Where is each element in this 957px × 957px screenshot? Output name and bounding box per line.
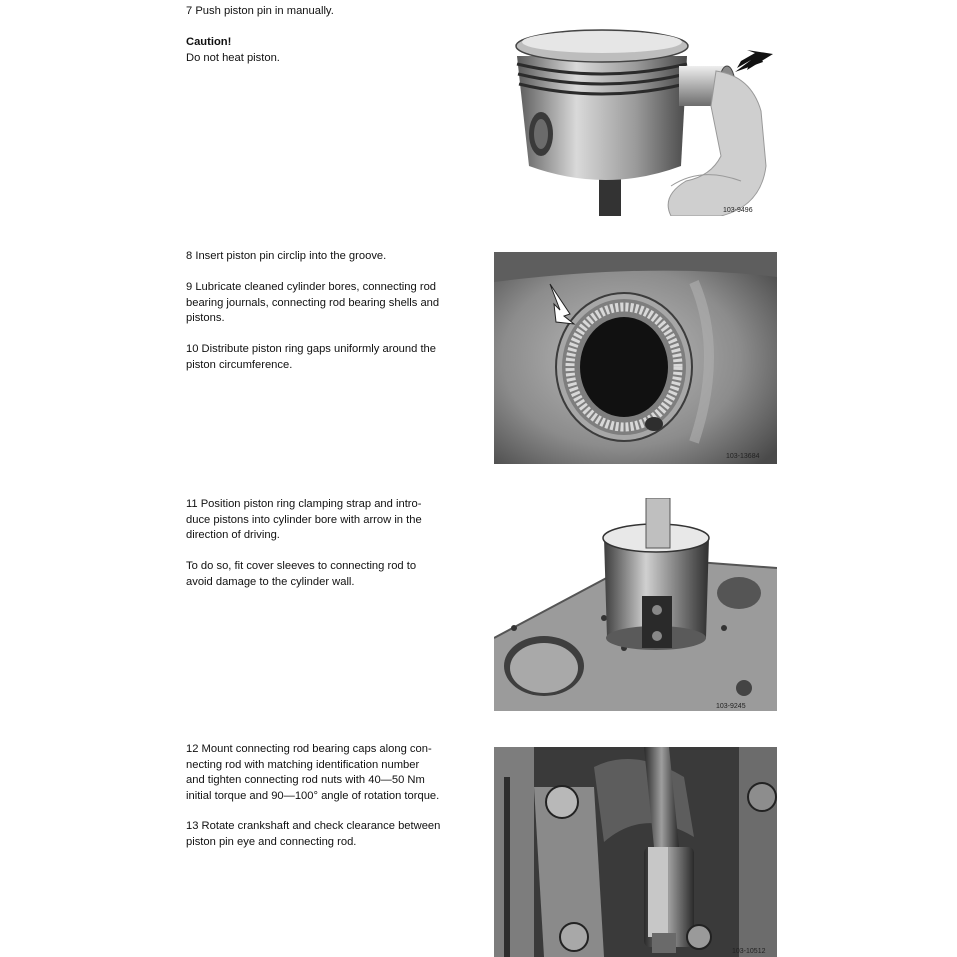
step-9-line-3: pistons.	[186, 312, 225, 325]
step-11-line-2: duce pistons into cylinder bore with arrow in the	[186, 513, 422, 526]
step-8-text: 8 Insert piston pin circlip into the groove.	[186, 250, 387, 262]
step-11-note-line-1: To do so, fit cover sleeves to connecting rod to	[186, 560, 417, 572]
step-7-block	[186, 4, 476, 20]
caution-text: Do not heat piston.	[186, 51, 280, 64]
step-12-line-1: 12 Mount connecting rod bearing caps along con-	[186, 743, 432, 755]
step-11-note-block	[186, 559, 476, 590]
circlip-illustration	[494, 252, 777, 464]
figure-2-reference: 103-13684	[726, 453, 760, 460]
figure-4-reference: 103-10512	[732, 948, 766, 955]
figure-1-reference: 103-9496	[723, 207, 753, 214]
step-11-line-1: 11 Position piston ring clamping strap and intro-	[186, 498, 422, 510]
figure-clamping-strap-photo	[494, 498, 777, 711]
figure-piston-pin-photo	[511, 16, 777, 216]
step-10-line-1: 10 Distribute piston ring gaps uniformly around the	[186, 343, 436, 355]
piston-pin-illustration	[511, 16, 777, 216]
step-12-line-4: initial torque and 90—100° angle of rotation torque.	[186, 789, 440, 802]
step-9-line-2: bearing journals, connecting rod bearing shells and	[186, 296, 440, 309]
step-11-line-3: direction of driving.	[186, 529, 280, 542]
step-10-line-2: piston circumference.	[186, 358, 293, 371]
step-11-block	[186, 497, 476, 544]
bearing-caps-illustration	[494, 747, 777, 957]
step-13-block	[186, 819, 476, 850]
figure-3-reference: 103-9245	[716, 703, 746, 710]
step-9-line-1: 9 Lubricate cleaned cylinder bores, connecting rod	[186, 281, 437, 293]
caution-block	[186, 35, 476, 66]
figure-bearing-caps-photo	[494, 747, 777, 957]
step-12-line-3: and tighten connecting rod nuts with 40—50 Nm	[186, 774, 425, 787]
clamping-strap-illustration	[494, 498, 777, 711]
step-12-line-2: necting rod with matching identification number	[186, 758, 420, 771]
step-8-block	[186, 249, 476, 265]
step-13-line-2: piston pin eye and connecting rod.	[186, 835, 357, 848]
step-11-note-line-2: avoid damage to the cylinder wall.	[186, 575, 355, 588]
step-10-block	[186, 342, 476, 373]
step-13-line-1: 13 Rotate crankshaft and check clearance between	[186, 820, 441, 832]
figure-circlip-photo	[494, 252, 777, 464]
caution-title: Caution!	[186, 36, 232, 48]
step-9-block	[186, 280, 476, 327]
step-7-text: 7 Push piston pin in manually.	[186, 5, 334, 17]
step-12-block	[186, 742, 476, 804]
